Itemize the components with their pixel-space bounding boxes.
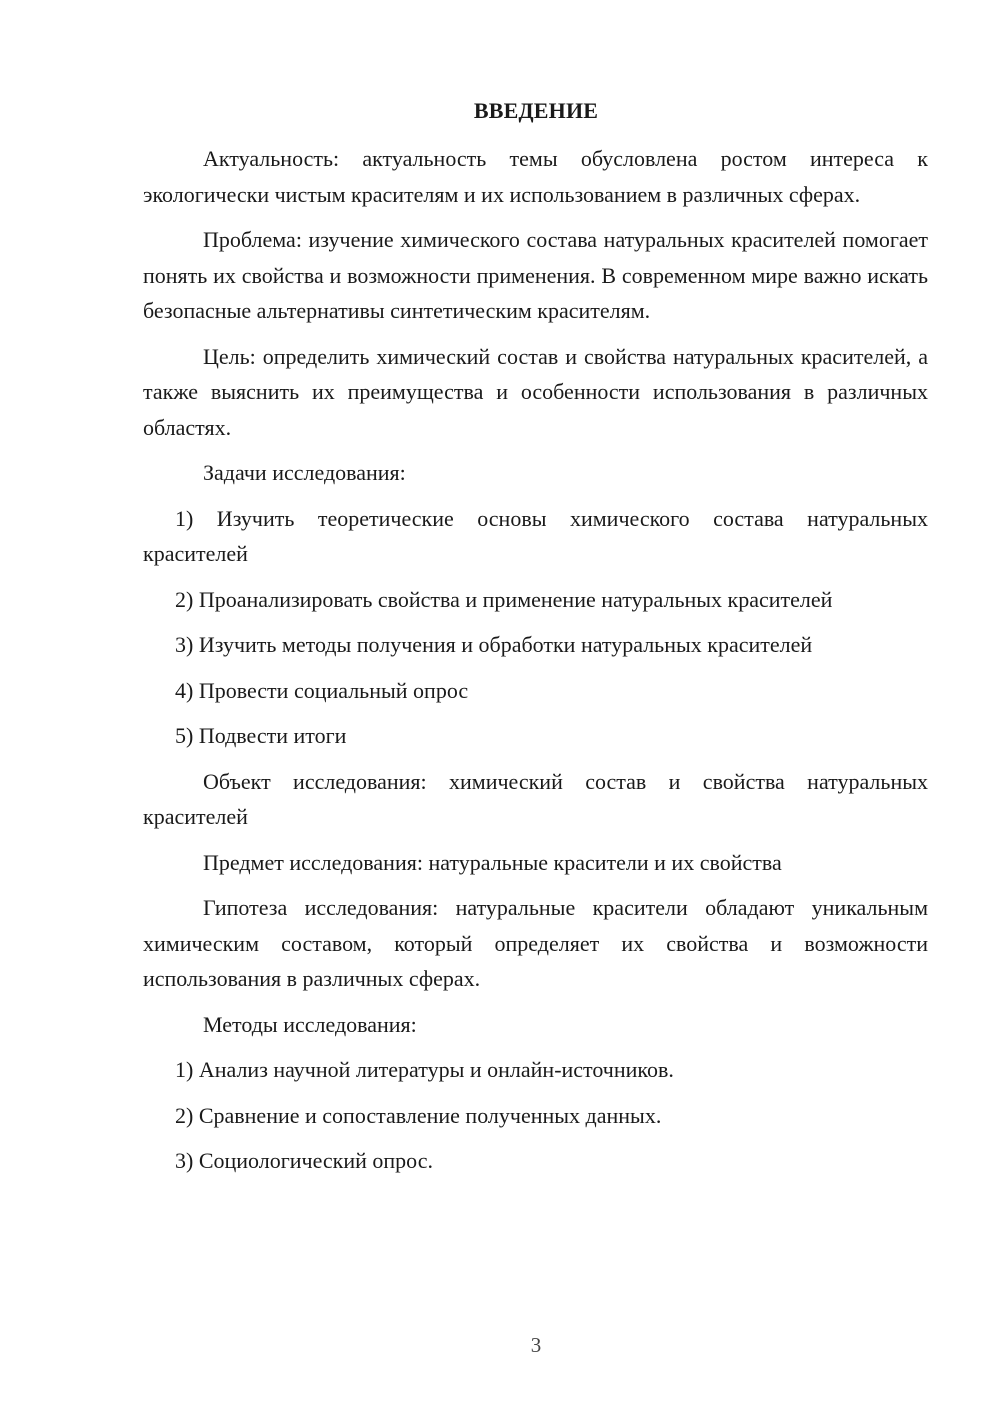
paragraph-object: Объект исследования: химический состав и свойства натуральных красителей (143, 768, 928, 829)
method-item-3: 3) Социологический опрос. (175, 1148, 433, 1173)
task-item-1: 1) Изучить теоретические основы химического состава натуральных красителей (143, 505, 928, 566)
paragraph-goal: Цель: определить химический состав и свойства натуральных красителей, а также выяснить их преимущества и особенности использования в различных областях. (143, 343, 928, 440)
section-title: ВВЕДЕНИЕ (473, 98, 599, 123)
task-item-5: 5) Подвести итоги (175, 723, 347, 748)
method-item-2: 2) Сравнение и сопоставление полученных данных. (175, 1102, 662, 1128)
paragraph-problem: Проблема: изучение химического состава натуральных красителей помогает понять их свойства и возможности применения. В современном мире важно искать безопасные альтернативы синтетическим красителям. (143, 227, 928, 323)
method-item-1: 1) Анализ научной литературы и онлайн-источников. (175, 1057, 674, 1082)
paragraph-hypothesis: Гипотеза исследования: натуральные красители обладают уникальным химическим составом, который определяет их свойства и возможности использования в различных сферах. (143, 895, 928, 991)
task-item-2: 2) Проанализировать свойства и применение натуральных красителей (175, 586, 833, 612)
tasks-heading: Задачи исследования: (203, 460, 406, 485)
task-item-4: 4) Провести социальный опрос (175, 677, 469, 703)
page-number: 3 (530, 1333, 542, 1357)
paragraph-relevance: Актуальность: актуальность темы обусловлена ростом интереса к экологически чистым красителям и их использованием в различных сферах. (143, 146, 928, 207)
methods-heading: Методы исследования: (203, 1011, 417, 1037)
task-item-3: 3) Изучить методы получения и обработки натуральных красителей (175, 632, 813, 657)
document-body (143, 141, 928, 1189)
paragraph-subject: Предмет исследования: натуральные красители и их свойства (203, 849, 782, 875)
